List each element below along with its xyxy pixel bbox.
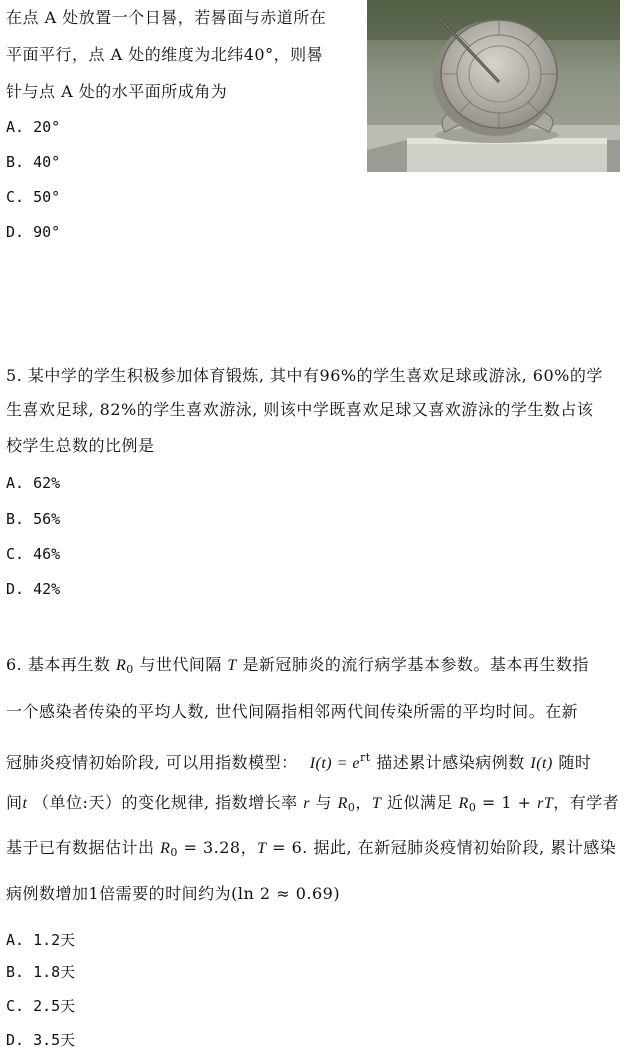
q6-line-2: 一个感染者传染的平均人数, 世代间隔指相邻两代间传染所需的平均时间。在新 bbox=[6, 702, 579, 721]
math-symbol: I(t) bbox=[530, 755, 553, 772]
q4-option-d: D. 90° bbox=[6, 223, 61, 241]
q5-line-1: 5. 某中学的学生积极参加体育锻炼, 其中有96%的学生喜欢足球或游泳, 60%的学 bbox=[6, 366, 603, 385]
q5-option-b: B. 56% bbox=[6, 510, 61, 528]
q6-text: = 1 + bbox=[476, 793, 538, 812]
q6-line-4 bbox=[6, 793, 619, 818]
q6-option-b: B. 1.8天 bbox=[6, 963, 76, 981]
q6-text: 基于已有数据估计出 bbox=[6, 838, 161, 857]
math-symbol: T bbox=[371, 795, 382, 812]
q6-text: . 据此, 在新冠肺炎疫情初始阶段, 累计感染 bbox=[302, 838, 617, 857]
q6-text: ，有学者 bbox=[553, 793, 620, 812]
q6-option-d: D. 3.5天 bbox=[6, 1031, 76, 1049]
q6-text: = 3.28 bbox=[177, 838, 241, 857]
q6-line-1 bbox=[6, 655, 589, 680]
q4-line-3: 针与点 A 处的水平面所成角为 bbox=[6, 82, 228, 101]
q6-option-a: A. 1.2天 bbox=[6, 931, 76, 949]
q6-text: ， bbox=[355, 793, 372, 812]
q6-text: 间 bbox=[6, 793, 23, 812]
math-symbol: t bbox=[22, 795, 28, 812]
math-exponent: rt bbox=[360, 751, 371, 764]
math-subscript: 0 bbox=[468, 801, 477, 814]
q6-text: 近似满足 bbox=[381, 793, 459, 812]
q6-text: 随时 bbox=[552, 753, 592, 772]
math-formula: I(t) = e bbox=[309, 755, 361, 772]
q6-line-3 bbox=[6, 748, 591, 774]
q5-line-3: 校学生总数的比例是 bbox=[6, 436, 155, 455]
q6-text: = 6 bbox=[266, 838, 303, 857]
q6-text: （单位:天）的变化规律, 指数增长率 bbox=[27, 793, 304, 812]
math-symbol: R bbox=[458, 795, 469, 812]
q4-option-c: C. 50° bbox=[6, 188, 61, 206]
sundial-photo bbox=[367, 0, 620, 172]
math-symbol: R bbox=[160, 840, 171, 857]
math-symbol: r bbox=[303, 795, 310, 812]
q5-line-2: 生喜欢足球, 82%的学生喜欢游泳, 则该中学既喜欢足球又喜欢游泳的学生数占该 bbox=[6, 400, 594, 419]
q4-option-a: A. 20° bbox=[6, 118, 61, 136]
math-symbol: R bbox=[337, 795, 348, 812]
q6-line-6: 病例数增加1倍需要的时间约为(ln 2 ≈ 0.69) bbox=[6, 884, 341, 903]
q6-text: 与 bbox=[309, 793, 338, 812]
math-subscript: 0 bbox=[347, 801, 356, 814]
q6-text: 描述累计感染病例数 bbox=[370, 753, 531, 772]
math-subscript: 0 bbox=[170, 846, 178, 859]
math-subscript: 0 bbox=[126, 663, 134, 676]
q4-option-b: B. 40° bbox=[6, 153, 61, 171]
q6-text: ， bbox=[240, 838, 258, 857]
q5-option-a: A. 62% bbox=[6, 474, 61, 492]
math-symbol: rT bbox=[537, 795, 554, 812]
q5-option-c: C. 46% bbox=[6, 545, 61, 563]
math-symbol: T bbox=[227, 657, 237, 674]
q6-option-c: C. 2.5天 bbox=[6, 997, 76, 1015]
q6-text: 6. 基本再生数 bbox=[6, 655, 116, 674]
math-symbol: R bbox=[115, 657, 127, 674]
q4-line-2: 平面平行，点 A 处的维度为北纬40°，则晷 bbox=[6, 45, 324, 64]
q5-option-d: D. 42% bbox=[6, 580, 61, 598]
sundial-illustration bbox=[367, 0, 620, 172]
q4-line-1: 在点 A 处放置一个日晷，若晷面与赤道所在 bbox=[6, 8, 327, 27]
math-symbol: T bbox=[257, 840, 267, 857]
q6-text: 与世代间隔 bbox=[133, 655, 228, 674]
q6-text: 冠肺炎疫情初始阶段, 可以用指数模型： bbox=[6, 753, 298, 772]
q6-text: 是新冠肺炎的流行病学基本参数。基本再生数指 bbox=[236, 655, 589, 674]
q6-line-5 bbox=[6, 838, 616, 863]
